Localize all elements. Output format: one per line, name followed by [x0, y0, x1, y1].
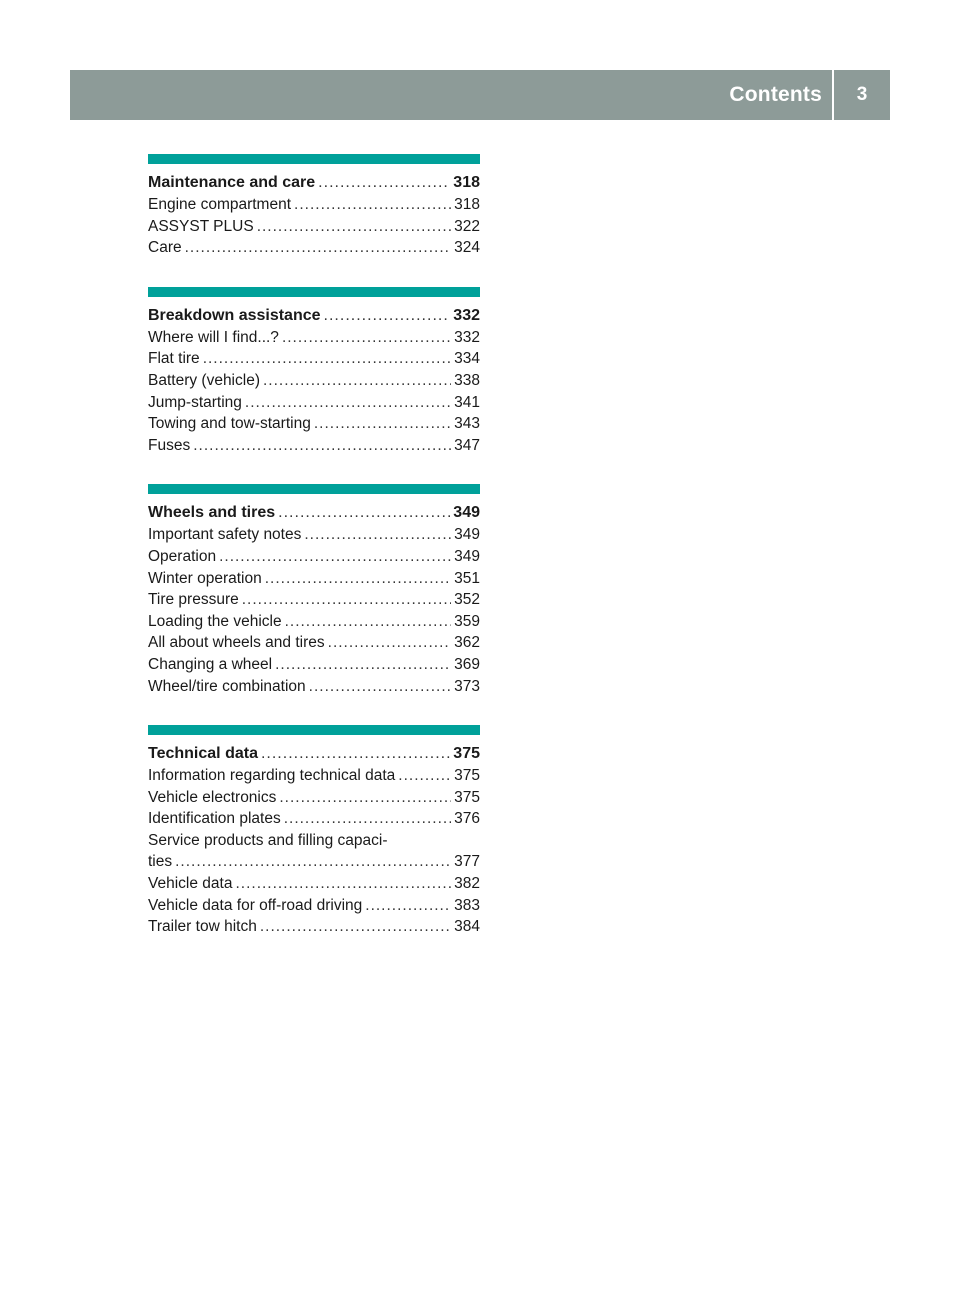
toc-entry-title: Vehicle electronics [148, 788, 277, 806]
leader-dots [261, 743, 450, 765]
toc-entry[interactable] [148, 873, 480, 895]
leader-dots [235, 873, 451, 895]
toc-entry-page: 382 [454, 875, 480, 893]
leader-dots [242, 589, 451, 611]
toc-entry[interactable] [148, 524, 480, 546]
leader-dots [398, 765, 451, 787]
toc-heading-page: 375 [453, 745, 480, 763]
toc-entry[interactable] [148, 568, 480, 590]
leader-dots [260, 916, 451, 938]
toc-entry[interactable] [148, 895, 480, 917]
toc-entry[interactable] [148, 370, 480, 392]
toc-heading-title: Technical data [148, 745, 258, 763]
leader-dots [284, 808, 451, 830]
leader-dots [328, 632, 451, 654]
toc-entry[interactable] [148, 916, 480, 938]
toc-entry-title: Flat tire [148, 350, 200, 368]
toc-entry-page: 373 [454, 677, 480, 695]
toc-heading-page: 318 [453, 174, 480, 191]
toc-section-breakdown [148, 287, 480, 457]
page-header [70, 70, 890, 120]
section-divider-bar [148, 287, 480, 297]
toc-entry-title: All about wheels and tires [148, 634, 325, 652]
toc-entry-page: 334 [454, 350, 480, 368]
toc-entry-title: Jump-starting [148, 393, 242, 411]
toc-entry[interactable] [148, 765, 480, 787]
toc-entry-title: Vehicle data for off-road driving [148, 896, 363, 914]
toc-heading-title: Wheels and tires [148, 504, 276, 522]
leader-dots [175, 851, 451, 873]
toc-section-technical [148, 725, 480, 938]
toc-heading-title: Maintenance and care [148, 174, 316, 191]
toc-entry-title: Operation [148, 547, 217, 565]
toc-entry-page: 375 [454, 788, 480, 806]
toc-entry[interactable] [148, 589, 480, 611]
leader-dots [324, 305, 451, 327]
toc-entry[interactable] [148, 413, 480, 435]
toc-entry-title: Changing a wheel [148, 655, 273, 673]
toc-entry-title: Wheel/tire combination [148, 677, 306, 695]
toc-entry-page: 324 [454, 239, 480, 257]
section-divider-bar [148, 154, 480, 164]
toc-entry-title: Where will I find...? [148, 328, 279, 346]
toc-entry-title: Information regarding technical data [148, 767, 396, 785]
leader-dots [275, 654, 451, 676]
toc-entry[interactable] [148, 327, 480, 349]
toc-entry[interactable] [148, 654, 480, 676]
toc-entry[interactable] [148, 808, 480, 830]
toc-entry-page: 341 [454, 393, 480, 411]
table-of-contents [148, 154, 480, 966]
page-number: 3 [856, 84, 868, 105]
toc-entry-title: ties [148, 853, 173, 871]
toc-entry-page: 347 [454, 436, 480, 454]
toc-entry[interactable] [148, 787, 480, 809]
toc-entry-title: Care [148, 239, 182, 257]
toc-heading[interactable] [148, 305, 480, 327]
toc-entry-title: Loading the vehicle [148, 612, 282, 630]
toc-section-wheels [148, 484, 480, 697]
leader-dots [309, 676, 451, 698]
section-divider-bar [148, 725, 480, 735]
toc-entry[interactable] [148, 348, 480, 370]
toc-entry-title: Engine compartment [148, 196, 292, 213]
leader-dots [263, 370, 451, 392]
toc-entry-page: 332 [454, 328, 480, 346]
toc-heading-page: 349 [453, 504, 480, 522]
toc-entry[interactable] [148, 392, 480, 414]
toc-entry-title: Battery (vehicle) [148, 371, 260, 389]
toc-entry[interactable] [148, 435, 480, 457]
leader-dots [279, 787, 451, 809]
toc-entry[interactable] [148, 632, 480, 654]
leader-dots [257, 216, 451, 238]
toc-entry-page: 359 [454, 612, 480, 630]
toc-entry-title: Identification plates [148, 810, 281, 828]
toc-entry-page: 318 [454, 196, 480, 213]
toc-entry-title: ASSYST PLUS [148, 217, 254, 235]
toc-entry-page: 384 [454, 918, 480, 936]
leader-dots [219, 546, 451, 568]
leader-dots [285, 611, 452, 633]
toc-entry-title-line1: Service products and filling capaci- [148, 831, 388, 849]
toc-entry-page: 375 [454, 767, 480, 785]
toc-entry-title: Tire pressure [148, 591, 239, 609]
toc-entry-title: Important safety notes [148, 526, 302, 544]
leader-dots [203, 348, 451, 370]
toc-entry[interactable] [148, 237, 480, 259]
toc-entry-page: 351 [454, 569, 480, 587]
toc-entry-title: Trailer tow hitch [148, 918, 257, 936]
toc-entry[interactable] [148, 216, 480, 238]
toc-entry-page: 349 [454, 526, 480, 544]
leader-dots [294, 194, 451, 216]
toc-entry-title: Towing and tow-starting [148, 415, 311, 433]
leader-dots [282, 327, 451, 349]
toc-entry[interactable] [148, 546, 480, 568]
toc-entry[interactable] [148, 194, 480, 216]
toc-entry-page: 338 [454, 371, 480, 389]
toc-entry-title: Fuses [148, 436, 191, 454]
toc-entry[interactable] [148, 676, 480, 698]
toc-heading-title: Breakdown assistance [148, 306, 321, 324]
toc-heading[interactable] [148, 172, 480, 194]
toc-entry-page: 377 [454, 853, 480, 871]
toc-entry-title: Winter operation [148, 569, 262, 587]
toc-heading[interactable] [148, 502, 480, 524]
toc-entry-page: 362 [454, 634, 480, 652]
toc-entry[interactable] [148, 851, 480, 873]
leader-dots [314, 413, 451, 435]
leader-dots [185, 237, 452, 259]
toc-entry-page: 349 [454, 547, 480, 565]
leader-dots [304, 524, 451, 546]
toc-entry-title: Vehicle data [148, 875, 233, 893]
leader-dots [265, 568, 451, 590]
leader-dots [318, 172, 450, 194]
toc-entry[interactable] [148, 611, 480, 633]
toc-entry-wrap-line[interactable] [148, 830, 480, 852]
toc-entry-page: 343 [454, 415, 480, 433]
section-divider-bar [148, 484, 480, 494]
toc-heading[interactable] [148, 743, 480, 765]
toc-entry-page: 352 [454, 591, 480, 609]
leader-dots [278, 502, 450, 524]
toc-heading-page: 332 [453, 306, 480, 324]
toc-entry-page: 376 [454, 810, 480, 828]
toc-entry-page: 369 [454, 655, 480, 673]
header-title: Contents [729, 83, 822, 106]
toc-entry-page: 383 [454, 896, 480, 914]
toc-section-maintenance [148, 154, 480, 259]
toc-entry-page: 322 [454, 217, 480, 235]
leader-dots [245, 392, 451, 414]
leader-dots [365, 895, 451, 917]
leader-dots [193, 435, 451, 457]
